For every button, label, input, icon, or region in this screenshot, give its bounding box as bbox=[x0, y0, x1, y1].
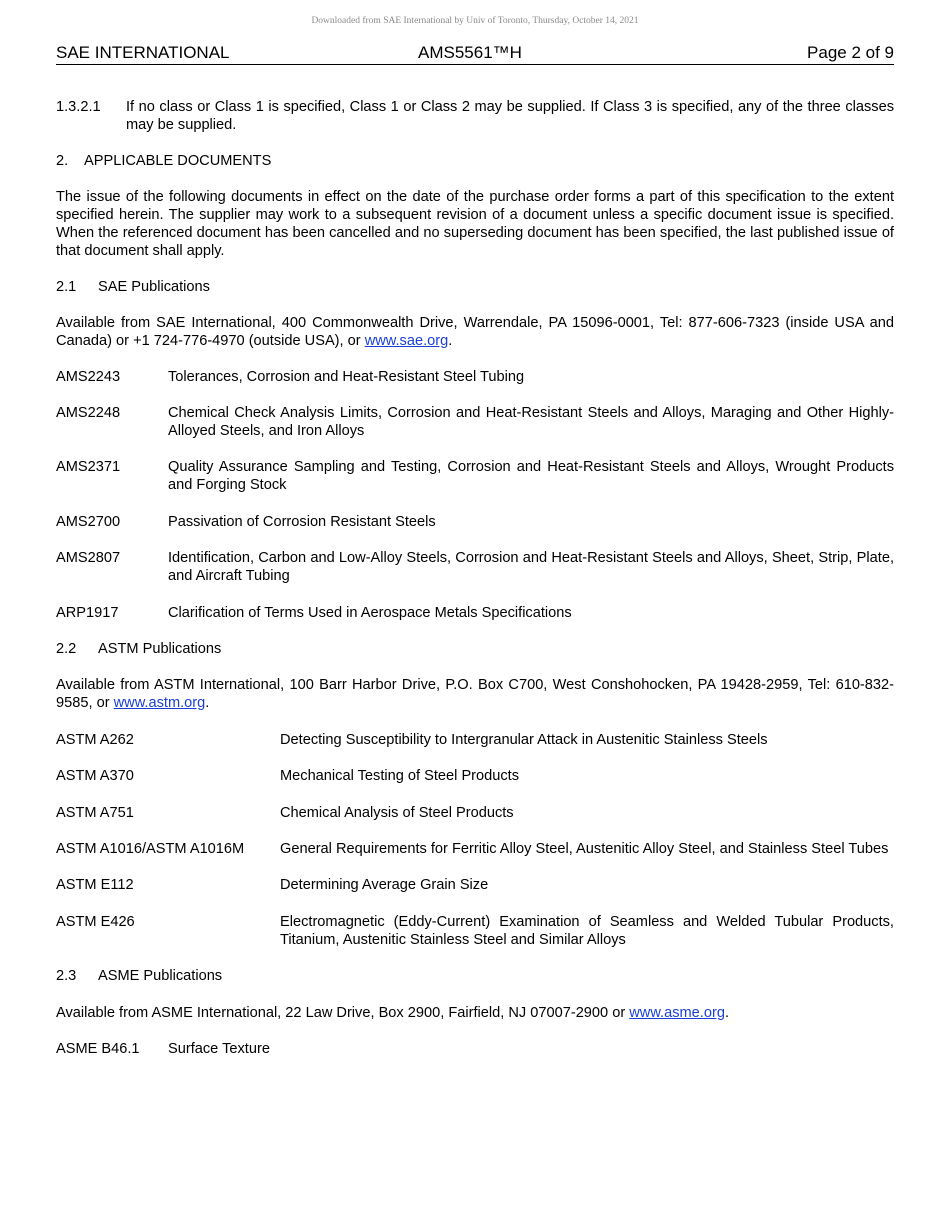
document-row bbox=[56, 458, 894, 494]
section-number: 2.1 bbox=[56, 279, 77, 295]
document-row bbox=[56, 876, 894, 894]
document-title: Identification, Carbon and Low-Alloy Steels, Corrosion and Heat-Resistant Steels and Alloys, Sheet, Strip, Plate, and Aircraft Tubing bbox=[168, 550, 894, 584]
section-number: 2.2 bbox=[56, 641, 77, 657]
document-title: Chemical Analysis of Steel Products bbox=[280, 805, 514, 821]
clause-1-3-2-1 bbox=[56, 98, 894, 134]
document-code: ARP1917 bbox=[56, 605, 119, 621]
document-code: AMS2700 bbox=[56, 514, 121, 530]
document-code: AMS2248 bbox=[56, 405, 121, 421]
section-number: 2.3 bbox=[56, 968, 77, 984]
document-code: ASME B46.1 bbox=[56, 1041, 140, 1057]
document-code: AMS2807 bbox=[56, 550, 121, 566]
document-title: Tolerances, Corrosion and Heat-Resistant Steel Tubing bbox=[168, 369, 525, 385]
document-title: Determining Average Grain Size bbox=[280, 877, 489, 893]
document-row bbox=[56, 913, 894, 949]
document-title: Mechanical Testing of Steel Products bbox=[280, 768, 520, 784]
document-row bbox=[56, 404, 894, 440]
document-code: AMS2243 bbox=[56, 369, 121, 385]
document-code: ASTM A370 bbox=[56, 768, 134, 784]
document-title: Clarification of Terms Used in Aerospace Metals Specifications bbox=[168, 605, 572, 621]
document-row bbox=[56, 767, 894, 785]
availability-text: Available from ASME International, 22 Law Drive, Box 2900, Fairfield, NJ 07007-2900 or bbox=[56, 1005, 630, 1021]
section-title: SAE Publications bbox=[98, 279, 210, 295]
sae-document-list bbox=[56, 368, 894, 622]
sae-website-link[interactable]: www.sae.org bbox=[364, 333, 449, 349]
document-row bbox=[56, 604, 894, 622]
document-row bbox=[56, 549, 894, 585]
document-title: Electromagnetic (Eddy-Current) Examination of Seamless and Welded Tubular Products, Titanium, Austenitic Stainless Steel and Similar Alloys bbox=[280, 914, 894, 948]
header-document-number: AMS5561™H bbox=[418, 43, 522, 62]
section-heading-2-1 bbox=[56, 278, 894, 296]
astm-availability: Available from ASTM International, 100 Barr Harbor Drive, P.O. Box C700, West Conshohocken, PA 19428-2959, Tel: 610-832-9585, or www.astm.org. bbox=[56, 677, 894, 711]
document-title: Chemical Check Analysis Limits, Corrosion and Heat-Resistant Steels and Alloys, Maraging and Other Highly-Alloyed Steels, and Iron Alloys bbox=[168, 405, 894, 439]
astm-document-list bbox=[56, 731, 894, 949]
header-page-number: Page 2 of 9 bbox=[807, 43, 894, 62]
section-heading-2-2 bbox=[56, 640, 894, 658]
availability-text: Available from ASTM International, 100 Barr Harbor Drive, P.O. Box C700, West Conshohocken, PA 19428-2959, Tel: 610-832-9585, or bbox=[56, 677, 894, 711]
document-body bbox=[56, 98, 894, 1058]
document-code: AMS2371 bbox=[56, 459, 121, 475]
document-title: Passivation of Corrosion Resistant Steels bbox=[168, 514, 436, 530]
document-code: ASTM A751 bbox=[56, 805, 134, 821]
document-title: General Requirements for Ferritic Alloy Steel, Austenitic Alloy Steel, and Stainless Steel Tubes bbox=[280, 841, 889, 857]
clause-text: If no class or Class 1 is specified, Class 1 or Class 2 may be supplied. If Class 3 is specified, any of the three classes may be supplied. bbox=[126, 99, 894, 133]
document-code: ASTM E426 bbox=[56, 914, 135, 930]
document-row bbox=[56, 513, 894, 531]
section-intro: The issue of the following documents in effect on the date of the purchase order forms a part of this specification to the extent specified herein. The supplier may work to a subsequent revision of a document unless a specific document issue is specified. When the referenced document has been cancelled and no superseding document has been specified, the last published issue of that document shall apply. bbox=[56, 189, 894, 259]
section-title: APPLICABLE DOCUMENTS bbox=[84, 153, 272, 169]
section-title: ASTM Publications bbox=[98, 641, 222, 657]
section-title: ASME Publications bbox=[98, 968, 223, 984]
page-header bbox=[56, 44, 894, 65]
section-heading-2 bbox=[56, 152, 894, 170]
document-code: ASTM A262 bbox=[56, 732, 134, 748]
asme-availability: Available from ASME International, 22 Law Drive, Box 2900, Fairfield, NJ 07007-2900 or www.asme.org. bbox=[56, 1005, 730, 1021]
document-row bbox=[56, 731, 894, 749]
document-row bbox=[56, 1040, 894, 1058]
document-title: Detecting Susceptibility to Intergranular Attack in Austenitic Stainless Steels bbox=[280, 732, 768, 748]
availability-text: Available from SAE International, 400 Commonwealth Drive, Warrendale, PA 15096-0001, Tel: 877-606-7323 (inside USA and Canada) or +1 724-776-4970 (outside USA), or bbox=[56, 315, 894, 349]
download-watermark: Downloaded from SAE International by Univ of Toronto, Thursday, October 14, 2021 bbox=[311, 16, 639, 26]
document-code: ASTM A1016/ASTM A1016M bbox=[56, 841, 245, 857]
asme-document-list bbox=[56, 1040, 894, 1058]
document-row bbox=[56, 804, 894, 822]
document-title: Surface Texture bbox=[168, 1041, 270, 1057]
header-organization: SAE INTERNATIONAL bbox=[56, 43, 230, 62]
astm-website-link[interactable]: www.astm.org bbox=[113, 695, 206, 711]
section-number: 2. bbox=[56, 153, 69, 169]
document-row bbox=[56, 840, 894, 858]
asme-website-link[interactable]: www.asme.org bbox=[629, 1005, 725, 1021]
sae-availability: Available from SAE International, 400 Commonwealth Drive, Warrendale, PA 15096-0001, Tel: 877-606-7323 (inside USA and Canada) or +1 724-776-4970 (outside USA), or www.sae.org. bbox=[56, 315, 894, 349]
document-title: Quality Assurance Sampling and Testing, Corrosion and Heat-Resistant Steels and Alloys, Wrought Products and Forging Stock bbox=[168, 459, 894, 493]
section-heading-2-3 bbox=[56, 967, 894, 985]
document-row bbox=[56, 368, 894, 386]
clause-number: 1.3.2.1 bbox=[56, 99, 101, 115]
document-code: ASTM E112 bbox=[56, 877, 134, 893]
